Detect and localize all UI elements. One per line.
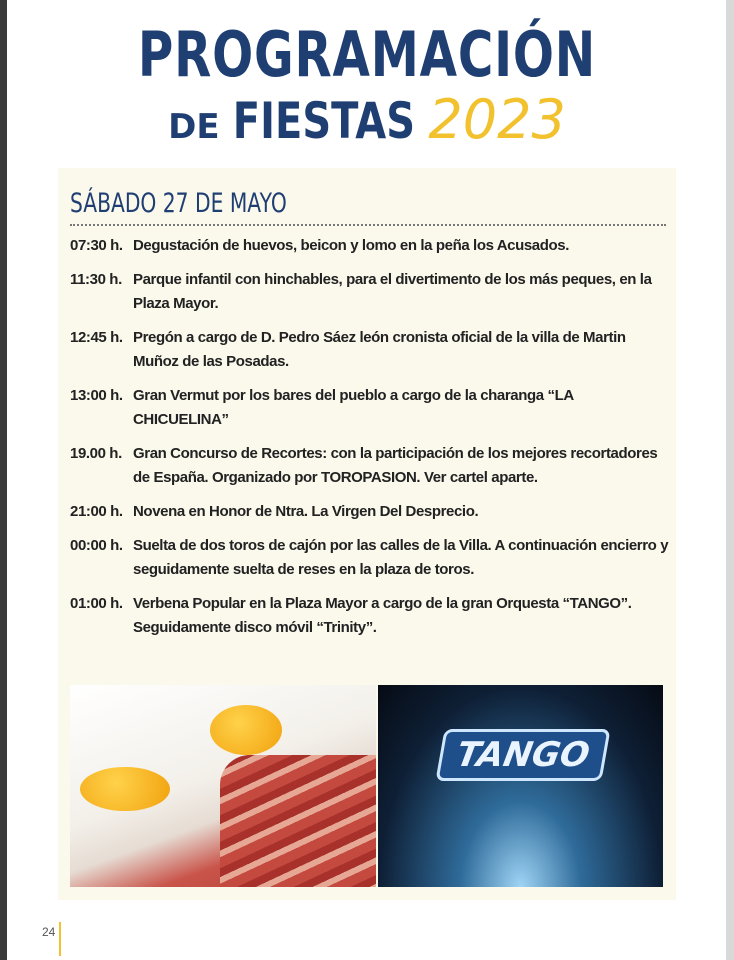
event-text: Gran Vermut por los bares del pueblo a cargo de la charanga “LA CHICUELINA”	[133, 387, 574, 428]
event-time: 19.00 h.	[70, 445, 122, 462]
event-time: 01:00 h.	[70, 595, 123, 612]
event-list	[70, 234, 670, 650]
tango-orchestra-photo	[378, 685, 663, 887]
event-time: 07:30 h.	[70, 237, 123, 254]
event-item	[70, 384, 670, 432]
page-number-rule	[59, 922, 61, 956]
bacon	[220, 755, 376, 887]
title-year: 2023	[428, 88, 566, 151]
event-time: 00:00 h.	[70, 537, 123, 554]
eggs-bacon-photo	[70, 685, 376, 887]
page-title: PROGRAMACIÓN	[137, 18, 597, 91]
dotted-divider	[70, 224, 666, 226]
event-time: 12:45 h.	[70, 329, 123, 346]
event-time: 13:00 h.	[70, 387, 123, 404]
event-item	[70, 500, 670, 524]
event-item	[70, 234, 670, 258]
event-time: 21:00 h.	[70, 503, 123, 520]
event-text: Suelta de dos toros de cajón por las calles de la Villa. A continuación encierro y seguidamente suelta de reses en la plaza de toros.	[133, 537, 669, 578]
egg-yolk	[80, 767, 170, 811]
title-de: DE	[168, 107, 220, 147]
event-item	[70, 326, 670, 374]
event-time: 11:30 h.	[70, 271, 122, 288]
title-fiestas: FIESTAS	[232, 92, 416, 150]
tango-logo: TANGO	[435, 729, 610, 781]
event-text: Verbena Popular en la Plaza Mayor a cargo de la gran Orquesta “TANGO”. Seguidamente disco móvil “Trinity”.	[133, 595, 632, 636]
page-subtitle	[0, 88, 734, 151]
day-heading: SÁBADO 27 DE MAYO	[70, 188, 287, 219]
event-text: Pregón a cargo de D. Pedro Sáez león cronista oficial de la villa de Martin Muñoz de las Posadas.	[133, 329, 626, 370]
event-item	[70, 534, 670, 582]
event-item	[70, 442, 670, 490]
event-item	[70, 268, 670, 316]
event-text: Gran Concurso de Recortes: con la participación de los mejores recortadores de España. Organizado por TOROPASION. Ver cartel aparte.	[133, 445, 658, 486]
event-item	[70, 592, 670, 640]
program-box	[58, 168, 676, 900]
event-text: Novena en Honor de Ntra. La Virgen Del Desprecio.	[133, 503, 479, 520]
page-number: 24	[42, 925, 56, 939]
event-text: Degustación de huevos, beicon y lomo en la peña los Acusados.	[133, 237, 569, 254]
event-text: Parque infantil con hinchables, para el divertimento de los más peques, en la Plaza Mayor.	[133, 271, 652, 312]
egg-yolk	[210, 705, 282, 755]
